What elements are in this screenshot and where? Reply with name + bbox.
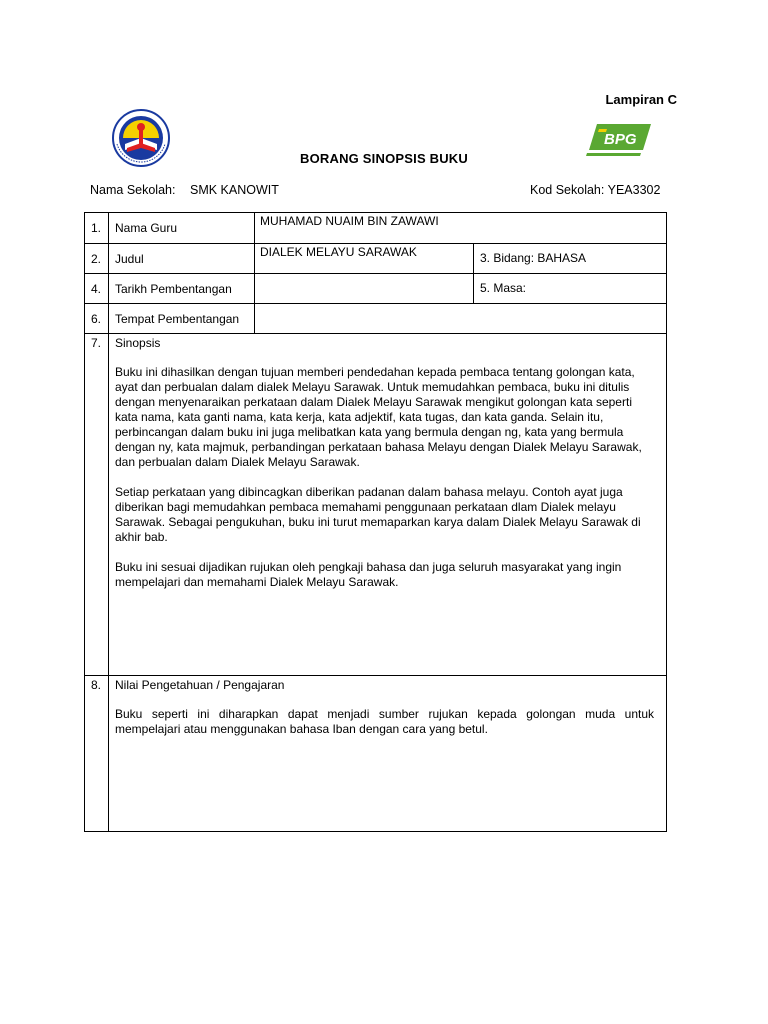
- value-lesson-label: Nilai Pengetahuan / Pengajaran: [115, 678, 285, 692]
- value-lesson-paragraph: Buku seperti ini diharapkan dapat menjadi sumber rujukan kepada golongan muda untuk mempelajari atau menggunakan bahasa Iban dengan cara yang betul.: [115, 707, 655, 736]
- row-number: 2.: [85, 244, 109, 274]
- table-row: [85, 334, 667, 676]
- form-title: BORANG SINOPSIS BUKU: [300, 151, 468, 166]
- row-number: 7.: [85, 334, 109, 676]
- title-label: Judul: [109, 244, 255, 274]
- value-lesson-cell[interactable]: [109, 676, 667, 832]
- field-masa[interactable]: 5. Masa:: [474, 274, 667, 304]
- table-row: [85, 676, 667, 832]
- synopsis-form-table: [84, 212, 667, 832]
- school-name-row: [90, 183, 279, 197]
- presentation-date-field[interactable]: [255, 274, 474, 304]
- table-row: [85, 304, 667, 334]
- synopsis-paragraph-2: Setiap perkataan yang dibincagkan diberikan padanan dalam bahasa melayu. Contoh ayat juga diberikan bagi memudahkan pembaca memahami penggunaan perkataan dlam Dialek melayu Sarawak. Sebagai pengukuhan, buku ini turut memaparkan karya dalam Dialek Melayu Sarawak di akhir bab.: [115, 485, 641, 544]
- presentation-date-label: Tarikh Pembentangan: [109, 274, 255, 304]
- synopsis-label: Sinopsis: [115, 336, 161, 350]
- row-number: 4.: [85, 274, 109, 304]
- school-code-label: Kod Sekolah:: [530, 183, 605, 197]
- presentation-place-field[interactable]: [255, 304, 667, 334]
- table-row: [85, 244, 667, 274]
- bpg-logo-text: BPG: [604, 131, 637, 148]
- synopsis-paragraph-3: Buku ini sesuai dijadikan rujukan oleh pengkaji bahasa dan juga seluruh masyarakat yang ingin mempelajari dan memahami Dialek Melayu Sarawak.: [115, 560, 622, 589]
- row-number: 8.: [85, 676, 109, 832]
- school-code-value: YEA3302: [607, 183, 661, 197]
- school-name-value: SMK KANOWIT: [190, 183, 279, 197]
- book-title-field[interactable]: DIALEK MELAYU SARAWAK: [255, 244, 474, 274]
- teacher-name-field[interactable]: MUHAMAD NUAIM BIN ZAWAWI: [255, 213, 667, 244]
- row-number: 6.: [85, 304, 109, 334]
- row-number: 1.: [85, 213, 109, 244]
- synopsis-paragraph-1: Buku ini dihasilkan dengan tujuan memberi pendedahan kepada pembaca tentang golongan kata, ayat dan perbualan dalam dialek Melayu Sarawak. Untuk memudahkan pembaca, buku ini ditulis dengan menyenaraikan perkataan dalam Dialek Melayu Sarawak mengikut golongan kata seperti kata nama, kata ganti nama, kata kerja, kata adjektif, kata tugas, dan kata ganda. Selain itu, perbincangan dalam buku ini juga melibatkan kata yang bermula dengan ng, kata yang bermula dengan ny, kata majmuk, perbandingan perkataan bahasa Melayu dengan Dialek Melayu Sarawak, dan perbualan dalam Dialek Melayu Sarawak.: [115, 365, 642, 469]
- table-row: [85, 213, 667, 244]
- school-code-row: [530, 183, 660, 197]
- lampiran-label: Lampiran C: [605, 92, 677, 107]
- synopsis-cell[interactable]: [109, 334, 667, 676]
- teacher-name-label: Nama Guru: [109, 213, 255, 244]
- presentation-place-label: Tempat Pembentangan: [109, 304, 255, 334]
- school-name-label: Nama Sekolah:: [90, 183, 176, 197]
- field-bidang[interactable]: 3. Bidang: BAHASA: [474, 244, 667, 274]
- table-row: [85, 274, 667, 304]
